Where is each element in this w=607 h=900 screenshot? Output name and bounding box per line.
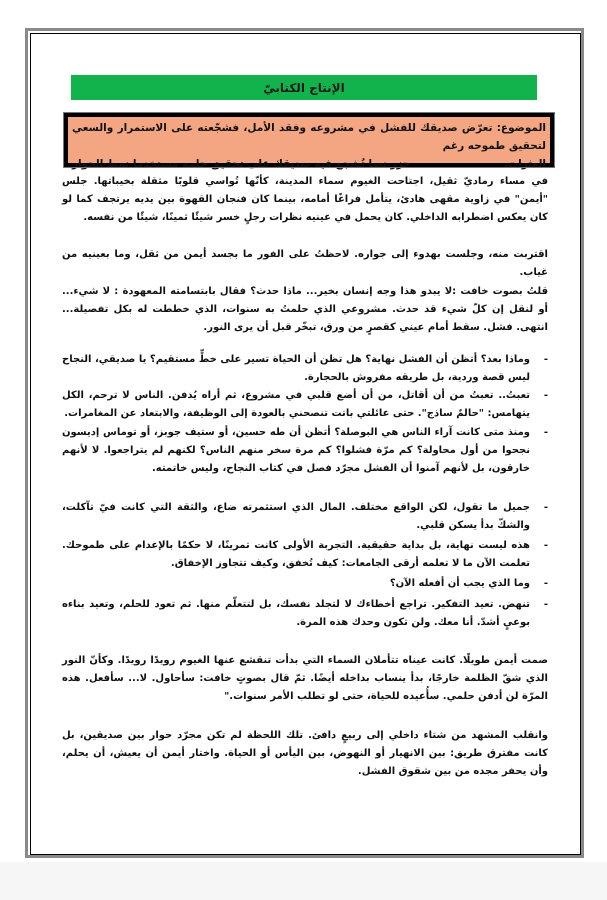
section-title: الإنتاج الكتابيّ (71, 75, 537, 100)
dialogue-item: - وماذا بعد؟ أتظن أن الفشل نهاية؟ هل تظن أن الحياة تسير على خطٍّ مستقيم؟ يا صديقي، النجاح ليس قصة وردية، بل طريقه مفروش بالحجارة. (62, 354, 548, 383)
topic-line-2a: العثرات. (503, 158, 546, 170)
paragraph: في مساء رماديّ ثقيل، اجتاحت الغيوم سماء المدينة، كأنّها تُواسي قلوبًا مثقلة بخيباتها. جلس "أيمن" في زاوية مقهى هادئ، يتأمل فراغًا أمامه، بينما كان فنجان القهوة بين يديه يرتجف كما لو كان يعكس اضطرابه الداخلي. كان يحمل في عينيه نظرات رجلٍ خسر شيئًا ثمينًا، شيئًا من نفسه. (62, 176, 548, 223)
paragraph: قلتُ بصوت خافت :لا يبدو هذا وجه إنسان بخير... ماذا حدث؟ فقال بابتسامته المعهودة : لا شيء... أو لنقل إن كلّ شيء قد حدث. مشروعي الذي حلمتُ به سنوات، الذي خططت له بكل تفصيلة... انتهى. فشل. سقط أمام عيني كقصرٍ من ورق، تبخّر قبل أن يرى النور. (62, 286, 548, 333)
dialogue-item: - وما الذي يجب أن أفعله الآن؟ (389, 578, 548, 589)
dialogue-item: - تعبتُ.. تعبتُ من أن أقاتل، من أن أضع قلبي في مشروع، ثم أراه يُدفن. الناس لا ترحم، الكل يتهامس: "حالمٌ ساذج". حتى عائلتي باتت تنصحني بالعودة إلى الوظيفة، والابتعاد عن المغامرات. (62, 390, 548, 419)
dialogue-item: - هذه ليست نهاية، بل بداية حقيقية. التجربة الأولى كانت تمرينًا، لا حكمًا بالإعدام على طموحك. تعلمت الآن ما لا تعلمه أرقى الجامعات: كيف تُخفق، وكيف تتجاوز الإخفاق. (62, 540, 548, 569)
topic-box (64, 113, 554, 170)
dialogue-item: - جميل ما تقول، لكن الواقع مختلف. المال الذي استثمرته ضاع، والثقة التي كانت فيّ تآكلت، والشكّ بدأ يسكن قلبي. (62, 502, 548, 531)
dialogue-item: - ومنذ متى كانت آراء الناس هي البوصلة؟ أتظن أن طه حسين، أو ستيف جوبز، أو توماس إديسون نجحوا من أول محاولة؟ كم مرّة فشلوا؟ كم مرة سخر منهم الناس؟ لكنهم لم يتراجعوا. لا لأنهم خارقون، بل لأنهم آمنوا أن الفشل مجرّد فصل في كتاب النجاح، وليس خاتمته. (62, 427, 548, 474)
paragraph: اقتربت منه، وجلست بهدوء إلى جواره. لاحظتُ على الفور ما بجسد أيمن من ثقل، وما بعينيه من غياب. (62, 249, 548, 278)
closing-paragraph: صمت أيمن طويلًا. كانت عيناه تتأملان السماء التي بدأت تنقشع عنها الغيوم رويدًا رويدًا. وكأنّ النور الذي شقّ الظلمة خارجًا، بدأ ينساب بداخله أيضًا. ثمّ قال بصوتٍ خافت: سأحاول. لا... سأفعل. هذه المرّة لن أدفن حلمي. سأُعيده للحياة، حتى لو تطلب الأمر سنوات." (62, 655, 548, 702)
closing-paragraph: وانقلب المشهد من شتاء داخلي إلى ربيعٍ دافئ. تلك اللحظة لم تكن مجرّد حوار بين صديقين، بل كانت مفترق طريق: بين الانهيار أو النهوض، بين اليأس أو الحياة. واختار أيمن أن يعيش، أن يحلم، وأن يحفر مجده من بين شقوق الفشل. (62, 730, 548, 777)
topic-line-1: الموضوع: تعرّض صديقك للفشل في مشروعه وفقد الأمل، فشجّعته على الاستمرار والسعي لتحقيق طموحه رغم (72, 122, 546, 152)
dialogue-item: - تنهض. تعيد التفكير. تراجع أخطاءك لا لتجلد نفسك، بل لتتعلّم منها. ثم تعود للحلم، وتعيد بناءه بوعيٍ أشدّ. أنا معك. ولن تكون وحدك هذه المرة. (62, 599, 548, 628)
topic-instruction: حزر نصا تُشجع فيه صديقك على تحقيق حلمه مستخدما نمط الحوار (72, 158, 411, 170)
